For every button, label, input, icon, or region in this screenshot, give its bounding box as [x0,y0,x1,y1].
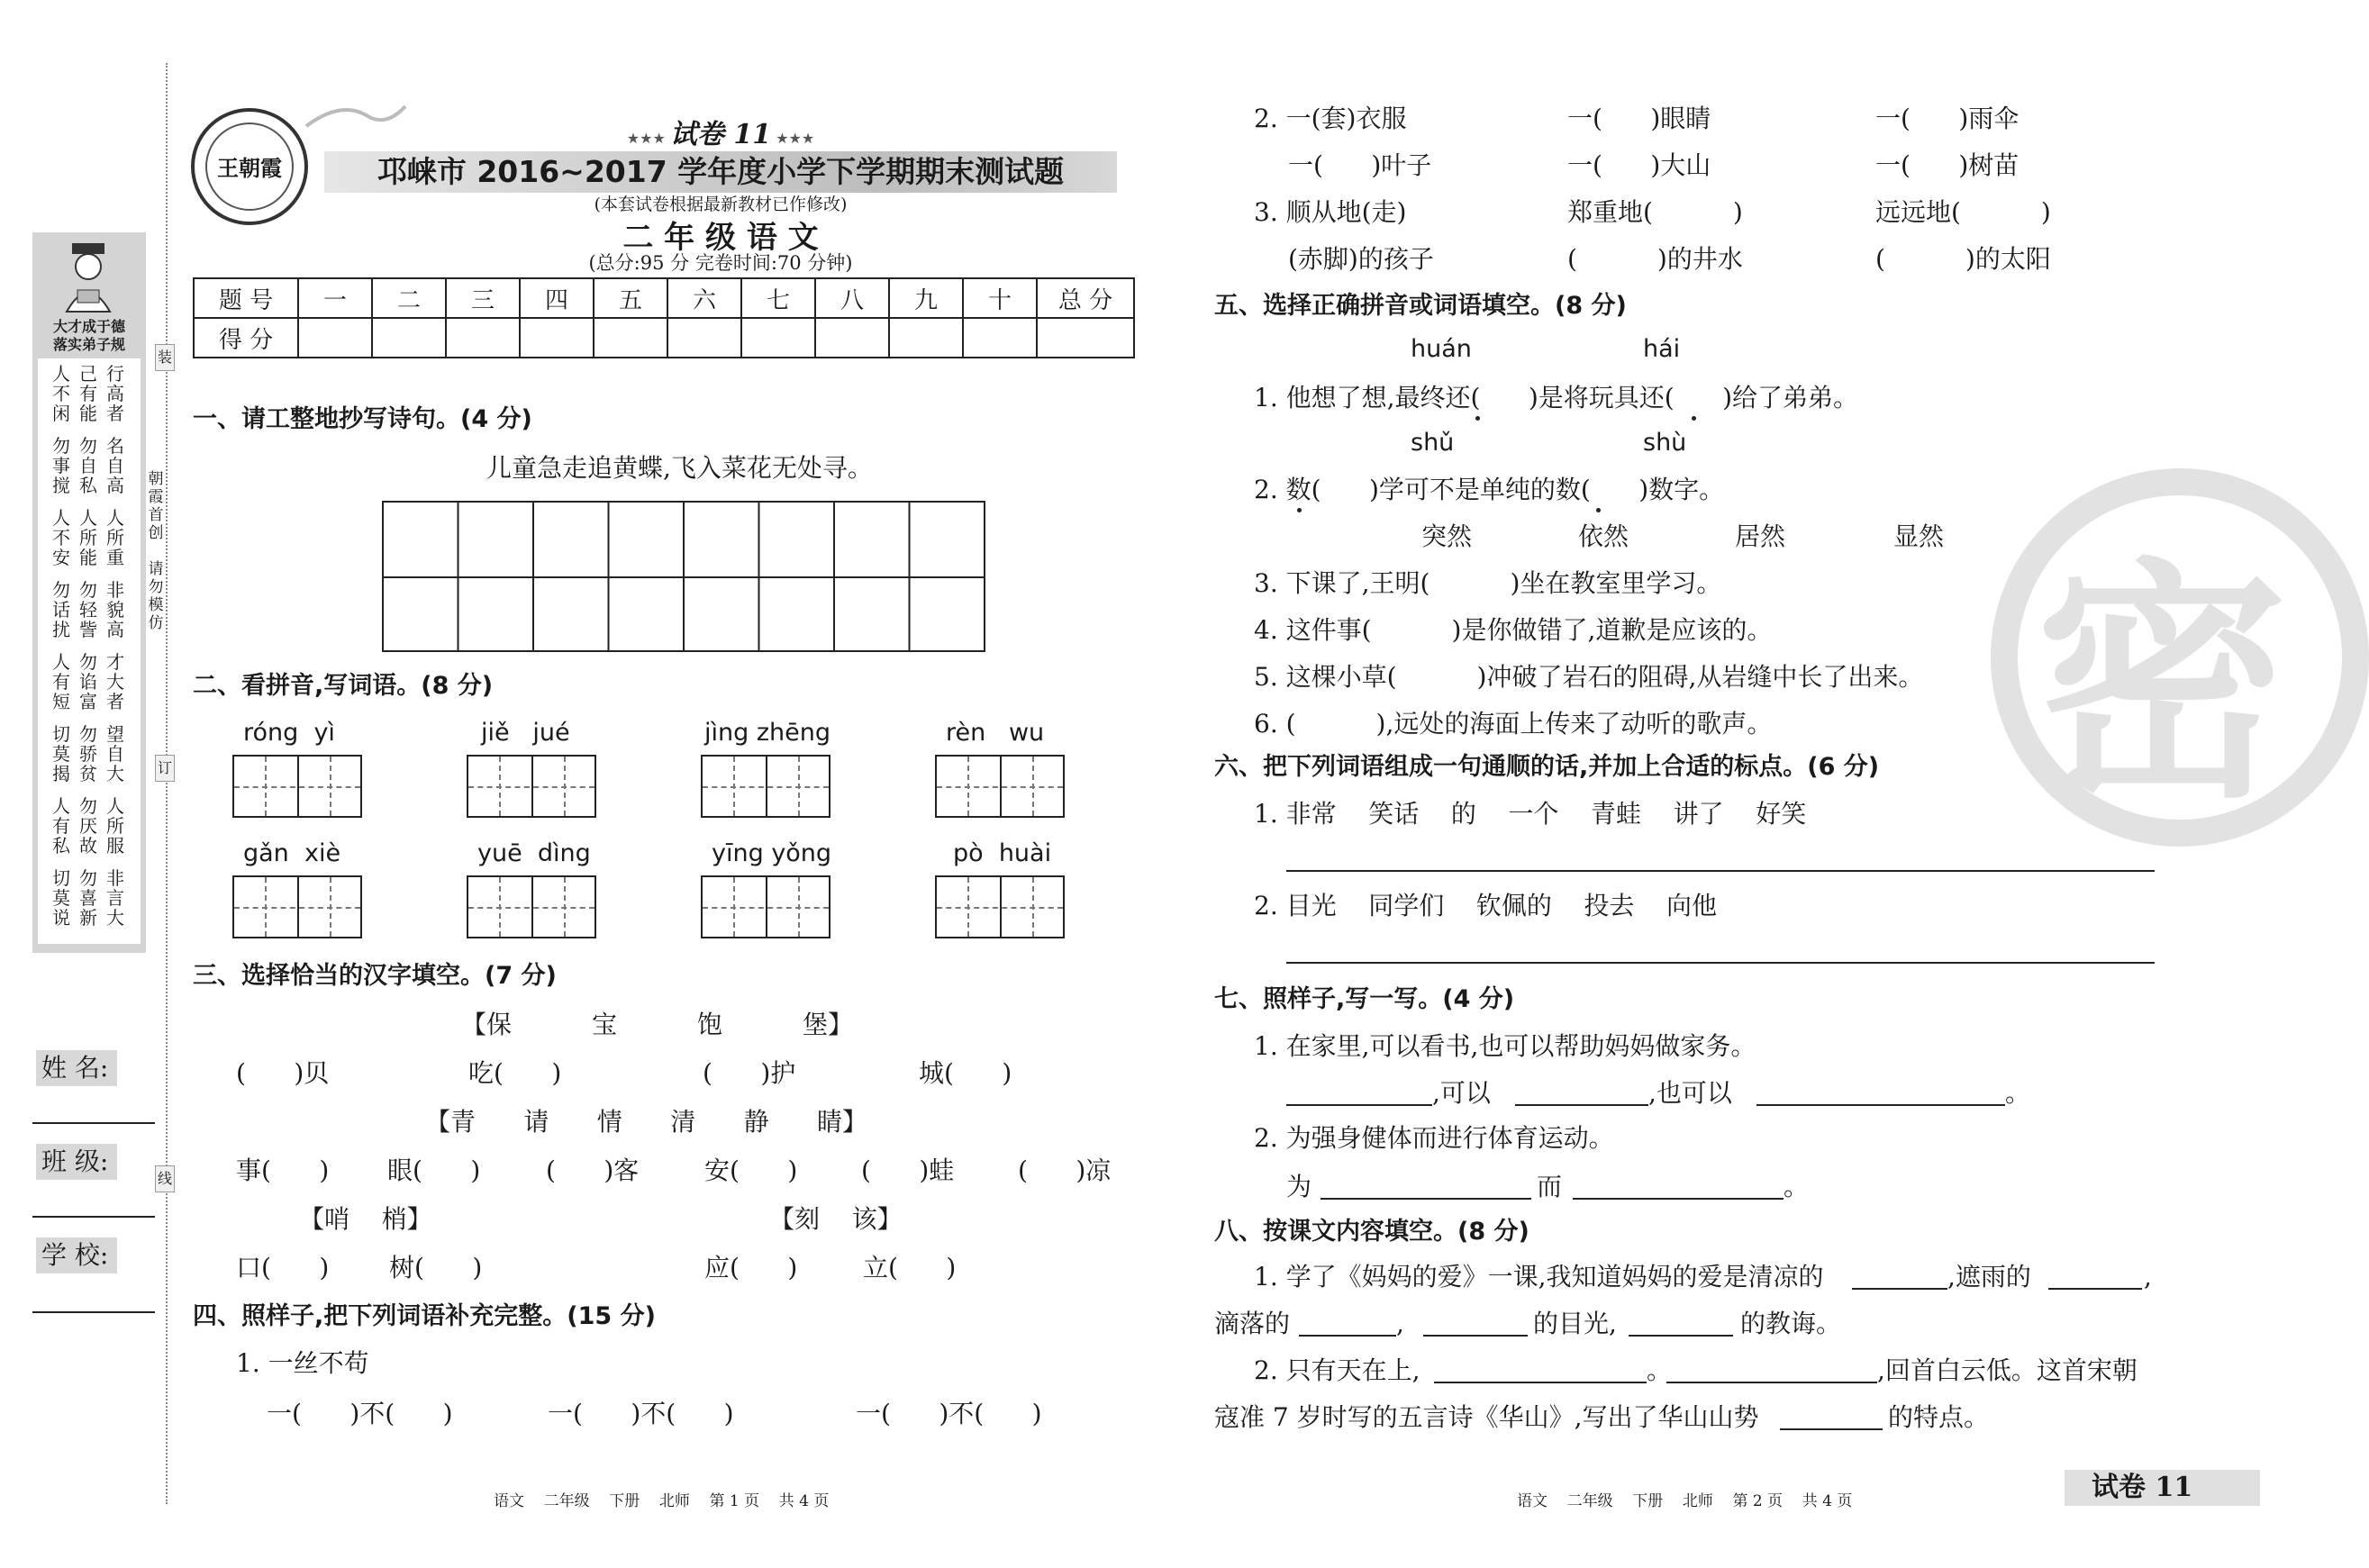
score-header-cell: 一 [298,278,372,318]
q7-connector: ,可以 [1432,1078,1491,1108]
q6-answer-line-1[interactable] [1286,870,2155,872]
school-label: 学 校: [36,1237,117,1273]
q3-blank[interactable]: ( )客 [546,1156,640,1185]
q5-sentence-6[interactable]: 6. ( ),远处的海面上传来了动听的歌声。 [1254,709,1773,739]
q6-words-2: 2. 目光 同学们 钦佩的 投去 向他 [1254,891,1718,920]
q8-heading: 八、按课文内容填空。(8 分) [1214,1218,1529,1246]
q3-char-set-1: 【保 宝 饱 堡】 [461,1010,854,1039]
q7-end-mark: 。 [2005,1078,2031,1108]
q5-pinyin: shù [1643,429,1687,457]
motto-column: 切莫揭 [52,723,70,784]
motto-column: 行高者 [106,363,124,424]
motto-column: 己有能 [79,363,97,424]
scholar-icon [59,243,117,313]
star-decoration-left: ★★★ [626,130,666,147]
q8-line-2d: 的教诲。 [1740,1309,1842,1338]
q7-blank[interactable] [1756,1104,2005,1106]
q3-blank[interactable]: ( )蛙 [861,1156,955,1185]
q1-writing-grid[interactable] [382,501,985,652]
q7-blank[interactable] [1286,1104,1432,1106]
brand-logo [191,108,308,225]
q4-blank[interactable]: ( )的井水 [1567,244,1743,274]
ribbon-decoration [306,99,405,135]
class-label: 班 级: [36,1144,117,1180]
emphasis-dot [1692,416,1696,421]
q7-example-1: 1. 在家里,可以看书,也可以帮助妈妈做家务。 [1254,1031,1756,1061]
motto-column: 人所服 [106,795,124,857]
q4-example-1: 1. 一丝不苟 [236,1348,369,1378]
bind-mark-3: 线 [155,1165,175,1192]
motto-column: 勿谄富 [79,651,97,712]
q5-word-option: 居然 [1735,521,1786,551]
motto-column: 人不闲 [52,363,70,424]
score-cell[interactable] [520,318,594,358]
q2-pinyin: rèn wu [946,719,1045,747]
q6-words-1: 1. 非常 笑话 的 一个 青蛙 讲了 好笑 [1254,799,1807,829]
school-field[interactable] [32,1311,155,1313]
q2-heading: 二、看拼音,写词语。(8 分) [193,672,494,700]
q2-pinyin: jiě jué [481,719,570,747]
q8-line-3a: 2. 只有天在上, [1254,1355,1420,1385]
emphasis-dot [1297,508,1302,512]
motto-column: 非貌高 [106,579,124,640]
q4-blank[interactable]: 一( )雨伞 [1875,104,2020,133]
score-cell[interactable] [963,318,1037,358]
q3-blank[interactable]: ( )凉 [1018,1156,1112,1185]
motto-column: 才大者 [106,651,124,712]
score-header-cell: 总 分 [1037,278,1134,318]
q4-example-2: 2. 一(套)衣服 [1254,104,1407,133]
score-cell[interactable] [1037,318,1134,358]
motto-column: 勿厌故 [79,795,97,857]
q5-sentence-1[interactable]: 1. 他想了想,最终还( )是将玩具还( )给了弟弟。 [1254,383,1859,412]
score-cell[interactable] [741,318,815,358]
score-row-label: 得 分 [194,318,298,358]
q2-pinyin: yuē dìng [477,839,591,867]
q4-blank[interactable]: 一( )叶子 [1288,150,1432,180]
q3-blank[interactable]: 吃( ) [468,1058,562,1088]
q2-answer-box[interactable] [935,875,1065,938]
q7-example-2: 2. 为强身健体而进行体育运动。 [1254,1123,1614,1153]
footer-page-2: 语文 二年级 下册 北师 第 2 页 共 4 页 [1517,1492,1853,1510]
q5-word-option: 显然 [1893,521,1945,551]
q4-blank[interactable]: 一( )不( ) [856,1399,1042,1428]
score-info: (总分:95 分 完卷时间:70 分钟) [588,252,853,274]
brand-logo-text: 王朝霞 [205,122,294,211]
q4-example-3: 3. 顺从地(走) [1254,197,1407,227]
score-cell[interactable] [298,318,372,358]
score-header-cell: 八 [815,278,889,318]
q8-line-3b: 。 [1647,1355,1673,1385]
q4-blank[interactable]: ( )的太阳 [1875,244,2051,274]
q7-heading: 七、照样子,写一写。(4 分) [1214,985,1515,1013]
footer-page-1: 语文 二年级 下册 北师 第 1 页 共 4 页 [494,1492,830,1510]
score-cell[interactable] [815,318,889,358]
q2-pinyin: jìng zhēng [704,719,831,747]
q3-blank[interactable]: ( )贝 [236,1058,330,1088]
motto-column: 名自高 [106,435,124,496]
exam-title: 邛崃市 2016~2017 学年度小学下学期期末测试题 [377,154,1065,189]
score-header-cell: 七 [741,278,815,318]
q8-blank[interactable] [1629,1335,1733,1337]
name-field[interactable] [32,1122,155,1124]
motto-column: 勿骄贫 [79,723,97,784]
star-decoration-right: ★★★ [776,130,815,147]
q2-answer-box[interactable] [467,755,596,818]
score-table [193,277,1135,358]
q7-blank[interactable] [1573,1198,1784,1200]
bind-mark-1: 装 [155,344,175,371]
q4-blank[interactable]: 一( )大山 [1567,150,1711,180]
side-note-original: 朝霞首创 [148,470,164,542]
edition-note: (本套试卷根据最新教材已作修改) [594,195,848,214]
motto-top-line-2: 落实弟子规 [52,336,125,353]
motto-column: 勿自私 [79,435,97,496]
motto-column: 望自大 [106,723,124,784]
motto-column: 人不安 [52,507,70,568]
motto-column: 人有短 [52,651,70,712]
q5-sentence-2[interactable]: 2. 数( )学可不是单纯的数( )数字。 [1254,475,1725,504]
q3-blank[interactable]: ( )护 [703,1058,796,1088]
q2-answer-box[interactable] [232,875,362,938]
q2-answer-box[interactable] [232,755,362,818]
paper-tag: 试卷 11 [669,119,772,150]
q8-line-1a: 1. 学了《妈妈的爱》一课,我知道妈妈的爱是清凉的 [1254,1262,1824,1292]
q6-heading: 六、把下列词语组成一句通顺的话,并加上合适的标点。(6 分) [1214,753,1880,781]
q3-blank[interactable]: 树( ) [389,1253,483,1282]
q7-blank[interactable] [1321,1198,1531,1200]
q8-line-4b: 的特点。 [1888,1402,1990,1432]
score-cell[interactable] [889,318,963,358]
score-header-cell: 二 [372,278,446,318]
q3-char-set-3b: 【刻 该】 [769,1204,903,1234]
q8-blank[interactable] [1780,1428,1883,1430]
q2-answer-box[interactable] [935,755,1065,818]
score-cell[interactable] [667,318,741,358]
q4-example-3-item: (赤脚)的孩子 [1288,244,1434,274]
q3-blank[interactable]: 城( ) [919,1058,1012,1088]
q3-blank[interactable]: 眼( ) [387,1156,481,1185]
q5-word-option: 突然 [1421,521,1473,551]
motto-column: 人所能 [79,507,97,568]
q1-poem: 儿童急走追黄蝶,飞入菜花无处寻。 [486,453,873,483]
q2-pinyin: pò huài [953,839,1052,867]
score-cell[interactable] [446,318,520,358]
score-header-cell: 四 [520,278,594,318]
motto-column: 勿事搅 [52,435,70,496]
q3-heading: 三、选择恰当的汉字填空。(7 分) [193,962,557,990]
q4-blank[interactable]: 一( )眼睛 [1567,104,1711,133]
q2-pinyin: gǎn xiè [243,839,341,867]
q2-answer-box[interactable] [701,755,831,818]
motto-column: 勿话扰 [52,579,70,640]
q7-blank[interactable] [1515,1104,1648,1106]
q5-pinyin: shǔ [1411,429,1455,457]
emphasis-dot [1475,416,1480,421]
q2-answer-box[interactable] [701,875,831,938]
score-header-cell: 十 [963,278,1037,318]
q8-line-2a: 滴落的 [1214,1309,1291,1338]
q8-blank[interactable] [1423,1335,1528,1337]
emphasis-dot [1596,508,1601,512]
secret-watermark-char: 密 [2036,536,2288,832]
q5-pinyin: hái [1643,335,1681,363]
bind-mark-2: 订 [155,755,175,782]
q3-blank[interactable]: 立( ) [863,1253,957,1282]
q6-answer-line-2[interactable] [1286,962,2155,964]
q5-word-option: 依然 [1578,521,1629,551]
q4-blank[interactable]: 远远地( ) [1875,197,2051,227]
q4-blank[interactable]: 一( )树苗 [1875,150,2020,180]
score-header-cell: 六 [667,278,741,318]
q5-sentence-5[interactable]: 5. 这棵小草( )冲破了岩石的阻碍,从岩缝中长了出来。 [1254,662,1924,692]
q8-blank[interactable] [1666,1382,1877,1383]
binding-dotted-line [166,63,168,1504]
score-cell[interactable] [372,318,446,358]
motto-column: 非言大 [106,867,124,929]
motto-column: 人所重 [106,507,124,568]
score-header-cell: 五 [594,278,667,318]
q3-char-set-2: 【青 请 情 清 静 睛】 [425,1107,868,1137]
q4-heading: 四、照样子,把下列词语补充完整。(15 分) [193,1302,656,1330]
q5-heading: 五、选择正确拼音或词语填空。(8 分) [1214,292,1627,320]
score-table-header-row [194,278,1134,318]
q2-answer-box[interactable] [467,875,596,938]
q8-line-3c: ,回首白云低。这首宋朝 [1877,1355,2138,1385]
q7-connector: 为 [1286,1172,1312,1201]
motto-column: 人有私 [52,795,70,857]
q8-line-2b: , [1396,1309,1404,1338]
q3-char-set-3a: 【哨 梢】 [299,1204,432,1234]
class-field[interactable] [32,1216,155,1218]
q7-connector: ,也可以 [1648,1078,1732,1108]
q8-blank[interactable] [1299,1335,1396,1337]
q4-blank[interactable]: 一( )不( ) [267,1399,453,1428]
q4-blank[interactable]: 郑重地( ) [1567,197,1743,227]
q8-blank[interactable] [2048,1288,2142,1290]
q5-sentence-3[interactable]: 3. 下课了,王明( )坐在教室里学习。 [1254,568,1722,598]
q8-line-4a: 寇准 7 岁时写的五言诗《华山》,写出了华山山势 [1214,1402,1759,1432]
q8-blank[interactable] [1434,1382,1647,1383]
score-cell[interactable] [594,318,667,358]
q8-line-1b: ,遮雨的 [1947,1262,2031,1292]
q7-end-mark: 。 [1784,1172,1810,1201]
q4-blank[interactable]: 一( )不( ) [548,1399,734,1428]
corner-paper-tag: 试卷 11 [2065,1470,2260,1506]
subject-title: 二 年 级 语 文 [622,220,819,256]
q1-heading: 一、请工整地抄写诗句。(4 分) [193,405,532,433]
q5-sentence-4[interactable]: 4. 这件事( )是你做错了,道歉是应该的。 [1254,615,1773,645]
motto-column: 切莫说 [52,867,70,929]
score-table-score-row [194,318,1134,358]
score-header-cell: 题 号 [194,278,298,318]
score-header-cell: 九 [889,278,963,318]
q7-connector: 而 [1537,1172,1563,1201]
q3-blank[interactable]: 应( ) [704,1253,798,1282]
q8-line-2c: 的目光, [1533,1309,1617,1338]
q3-blank[interactable]: 事( ) [236,1156,330,1185]
motto-column: 勿喜新 [79,867,97,929]
q2-pinyin: róng yì [243,719,335,747]
side-note-no-copy: 请勿模仿 [148,560,164,632]
motto-column: 勿轻訾 [79,579,97,640]
name-label: 姓 名: [36,1050,117,1086]
q5-pinyin: huán [1411,335,1472,363]
q3-blank[interactable]: 口( ) [236,1253,330,1282]
motto-top-line-1: 大才成于德 [52,318,125,335]
score-header-cell: 三 [446,278,520,318]
q2-pinyin: yīng yǒng [712,839,832,867]
q8-line-1c: , [2144,1262,2152,1292]
q3-blank[interactable]: 安( ) [704,1156,798,1185]
paper-tag-row [613,112,829,151]
q8-blank[interactable] [1852,1288,1947,1290]
